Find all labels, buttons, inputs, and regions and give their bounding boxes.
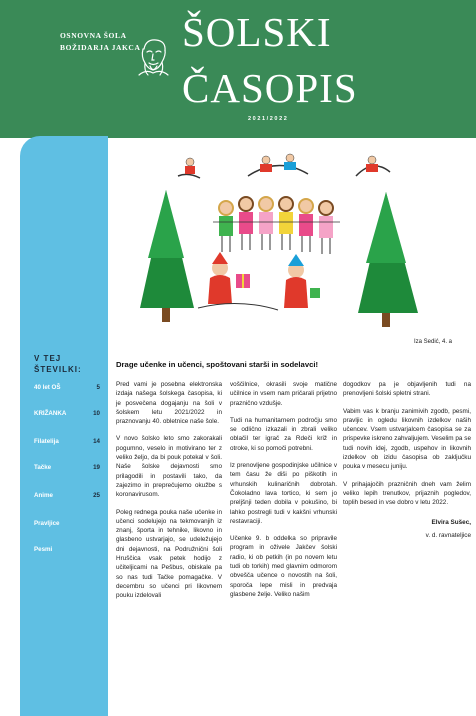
toc-item-page: 19 [93, 464, 100, 471]
signature-name: Elvira Sušec, [431, 518, 471, 526]
toc-item[interactable] [34, 546, 100, 553]
article-paragraph: V prihajajočih prazničnih dneh vam želim veliko lepih trenutkov, prijaznih pogledov, toplih besed in vse dobro v letu 2022. [343, 480, 471, 507]
school-name-line2: BOŽIDARJA JAKCA [60, 43, 141, 52]
toc-item-label: KRIŽANKA [34, 410, 67, 417]
masthead [0, 0, 476, 138]
toc-item[interactable] [34, 464, 100, 471]
magazine-title-line2: ČASOPIS [182, 65, 358, 111]
toc-item-page: 14 [93, 438, 100, 445]
article-greeting: Drage učenke in učenci, spoštovani starši in sodelavci! [116, 360, 319, 369]
article-paragraph: dogodkov pa je objavljenih tudi na prenovljeni šolski spletni strani. [343, 381, 471, 398]
toc-item-label: Pesmi [34, 546, 53, 553]
signature-role: v. d. ravnateljice [425, 531, 471, 539]
toc-item[interactable] [34, 438, 100, 445]
toc-item-label: Filatelija [34, 438, 59, 445]
article-column-1 [116, 380, 222, 609]
article-column-3 [343, 380, 471, 540]
toc-item-label: Pravljice [34, 520, 60, 527]
article-paragraph: Učenke 9. b oddelka so pripravile program in oživele Jakčev šolski radio, ki ob petkih (in po novem letu tudi ob torkih) med glavnim odmorom obveščа učence o novostih na šoli, sporoča lepe misli in predvaja glasbene želje. Veliko našim [230, 535, 337, 598]
toc-heading [34, 353, 82, 375]
toc-heading-line2: ŠTEVILKI: [34, 365, 82, 374]
toc-item[interactable] [34, 520, 100, 527]
toc-heading-line1: V TEJ [34, 354, 62, 363]
article-paragraph: Poleg rednega pouka naše učenke in učenci sodelujejo na tekmovanjih iz znanj, športa in tehnike, likovno in glasbeno ustvarjajo, se udeležujejo dni dejavnosti, na Podružnični šoli Hruščica vsak petek hodijo z učiteljicami na Pešbus, obiskale pa so nas tudi Tačke pomagačke. V decembru so učenci pri likovnem pouku izdelovali [116, 508, 222, 600]
article-paragraph: Tudi na humanitarnem področju smo se odlično izkazali in zbrali veliko oblačil ter igrač za Rdeči križ in otroke, ki so pomoči potrebni. [230, 416, 337, 452]
article-paragraph: Iz prenovljene gospodinjske učilnice v tem času že diši po piškotih in vrhunskih kulinaričnih dobrotah. Čokoladno lava tortico, ki sem jo preljšnji teden dobila v pokušino, bi lahko postregli tudi v kakšni vrhunski restavraciji. [230, 462, 337, 525]
cover-drawing [128, 148, 471, 338]
toc-item[interactable] [34, 492, 100, 499]
article-paragraph: Vabim vas k branju zanimivih zgodb, pesmi, pravljic in ogledu likovnih izdelkov naših učencev. Vsem ustvarjalcem časopisa se za prispevke iskreno zahvaljujem. Veselim pa se tudi novih idej, zgodb, uspehov in likovnih izdelkov ob izidu časopisa ob zaključku pouka v mesecu juniju. [343, 407, 471, 471]
article-paragraph: voščilnice, okrasili svoje matične učilnice in vsem nam pričarali prijetno praznično vzdušje. [230, 381, 337, 407]
school-name [60, 30, 140, 54]
article-paragraph: Pred vami je posebna elektronska izdaja našega šolskega časopisa, ki je posvečena dogajanju na šoli v šolskem letu 2021/2022 in praznovanju 40. obletnice naše šole. [116, 381, 222, 426]
toc-item-page: 5 [96, 384, 100, 391]
toc-item-label: Tačke [34, 464, 52, 471]
school-logo-portrait [134, 35, 172, 77]
school-year: 2021/2022 [248, 116, 289, 122]
toc-item[interactable] [34, 410, 100, 417]
toc-item-label: Anime [34, 492, 53, 499]
toc-item[interactable] [34, 384, 100, 391]
toc-item-page: 10 [93, 410, 100, 417]
article-column-2 [230, 380, 337, 607]
drawing-caption: Iza Sedić, 4. a [414, 339, 453, 345]
article-paragraph: V novo šolsko leto smo zakorakali pogumno, veselo in motivirano ter z veliko željo, da bi pouk potekal v šoli. Naše šolske dejavnosti smo prilagodili in postavili tako, da zajezimo in preprečujemo okužbe s koronavirusom. [116, 435, 222, 499]
toc-item-page: 25 [93, 492, 100, 499]
magazine-title-line1: ŠOLSKI [182, 9, 332, 55]
school-name-line1: OSNOVNA ŠOLA [60, 31, 127, 40]
sidebar-panel [20, 136, 108, 716]
toc-item-label: 40 let OŠ [34, 384, 61, 391]
